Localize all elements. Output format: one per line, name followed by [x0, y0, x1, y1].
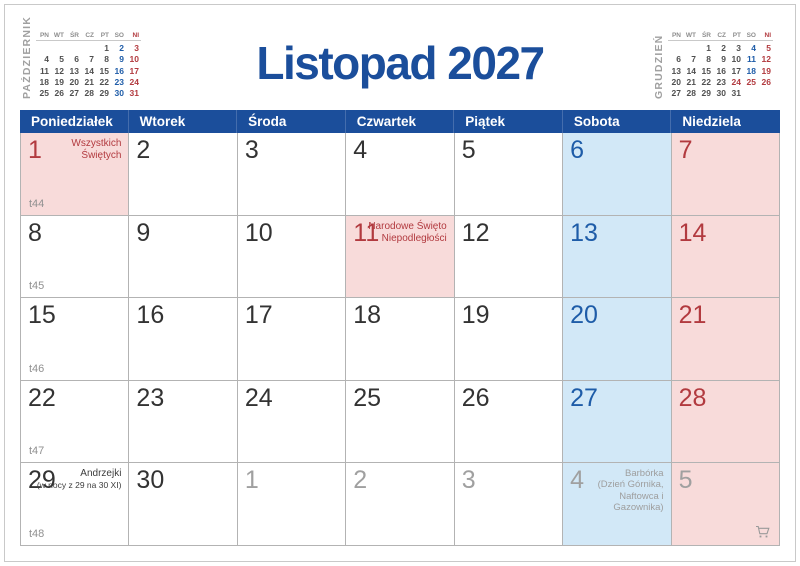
day-number: 12 [461, 218, 490, 247]
mini-day: 25 [39, 88, 49, 99]
mini-day: 4 [751, 42, 756, 53]
mini-day: 11 [40, 65, 49, 76]
day-number: 24 [244, 383, 273, 412]
mini-day: 14 [84, 65, 94, 76]
mini-day: 13 [671, 65, 681, 76]
day-cell [455, 216, 563, 299]
weekday-header-row [20, 110, 780, 133]
day-number: 18 [353, 301, 382, 329]
day-cell [346, 381, 454, 464]
weekday-header-tuesday: Wtorek [129, 110, 238, 133]
day-number: 4 [570, 466, 585, 494]
day-cell [238, 463, 346, 546]
mini-day: 17 [731, 65, 741, 76]
day-cell [21, 381, 129, 464]
page-title: Listopad 2027 [256, 37, 544, 89]
mini-day: 25 [746, 76, 756, 87]
week-number: t45 [29, 280, 45, 292]
day-number: 28 [678, 383, 707, 412]
weekday-header-sunday: Niedziela [682, 114, 741, 129]
mini-day: 31 [731, 88, 741, 99]
mini-month-label-october: PAŹDZIERNIK [21, 15, 33, 99]
week-number: t44 [29, 197, 45, 210]
weekday-header-saturday: Sobota [563, 110, 672, 133]
mini-weekday-header: ŚR [698, 32, 713, 41]
mini-weekday-header: NI [126, 32, 141, 41]
mini-day: 12 [761, 54, 771, 65]
day-cell [455, 298, 563, 381]
day-cell [672, 216, 780, 299]
mini-day: 21 [686, 76, 696, 87]
mini-day: 20 [671, 76, 681, 87]
day-cell [346, 298, 454, 381]
weekday-header-friday: Piątek [454, 110, 563, 133]
day-number: 25 [353, 383, 382, 412]
day-number: 9 [136, 218, 151, 247]
day-cell [21, 298, 129, 381]
mini-day: 30 [716, 88, 726, 99]
mini-calendar-grid-december [668, 31, 773, 99]
mini-weekday-header: PT [728, 32, 743, 41]
mini-day: 21 [84, 76, 94, 87]
mini-day: 28 [686, 88, 696, 99]
day-number: 7 [678, 136, 693, 164]
day-note: Barbórka (Dzień Górnika, Naftowca i Gazownika) [597, 468, 664, 514]
mini-day: 9 [721, 54, 726, 65]
day-cell [129, 463, 237, 546]
mini-weekday-header: CZ [81, 32, 96, 41]
mini-day: 19 [761, 65, 771, 76]
mini-day: 6 [74, 54, 79, 65]
mini-day: 27 [69, 88, 79, 99]
day-number: 15 [28, 301, 56, 329]
day-cell [455, 463, 563, 546]
mini-day: 5 [766, 42, 771, 53]
day-number: 2 [136, 136, 151, 164]
shopping-cart-icon[interactable] [755, 525, 771, 539]
mini-day: 10 [129, 54, 139, 65]
day-cell [129, 381, 237, 464]
weekday-header-monday: Poniedziałek [20, 110, 129, 133]
holiday-label: Narodowe Święto Niepodległości [368, 220, 447, 244]
day-cell [563, 463, 671, 546]
mini-day: 28 [84, 88, 94, 99]
day-number: 27 [570, 383, 598, 412]
mini-month-label-december: GRUDZIEŃ [653, 34, 665, 99]
day-cell [129, 216, 237, 299]
day-number: 30 [136, 466, 165, 494]
mini-weekday-header: SO [743, 32, 758, 41]
day-number: 5 [461, 136, 476, 164]
mini-weekday-header: NI [758, 32, 773, 41]
weekday-header-thursday: Czwartek [346, 110, 455, 133]
day-cell [238, 216, 346, 299]
mini-day: 16 [114, 65, 124, 76]
day-cell [238, 381, 346, 464]
day-cell [672, 298, 780, 381]
day-number: 8 [28, 218, 42, 247]
mini-day: 18 [39, 76, 49, 87]
day-cell [455, 381, 563, 464]
mini-day: 11 [747, 54, 756, 65]
day-cell [238, 298, 346, 381]
mini-day: 26 [54, 88, 64, 99]
day-number: 5 [678, 466, 693, 494]
mini-day: 23 [716, 76, 726, 87]
day-cell [21, 133, 129, 216]
mini-day: 5 [59, 54, 64, 65]
mini-weekday-header: PN [36, 32, 51, 41]
mini-day: 7 [89, 54, 94, 65]
mini-day: 31 [129, 88, 139, 99]
day-number: 3 [244, 136, 259, 164]
day-number: 13 [570, 218, 598, 247]
mini-weekday-header: WT [683, 32, 698, 41]
mini-day: 18 [746, 65, 756, 76]
mini-day: 3 [134, 42, 139, 53]
mini-day: 15 [99, 65, 109, 76]
mini-weekday-header: SO [111, 32, 126, 41]
day-number: 22 [28, 383, 56, 412]
mini-day: 13 [69, 65, 79, 76]
mini-day: 24 [129, 76, 139, 87]
day-cell [672, 463, 780, 546]
day-cell [129, 133, 237, 216]
mini-day: 30 [114, 88, 124, 99]
day-number: 29 [28, 466, 56, 494]
mini-day: 29 [701, 88, 711, 99]
week-number: t48 [29, 527, 45, 540]
day-cell [346, 463, 454, 546]
mini-day: 9 [119, 54, 124, 65]
day-number: 21 [678, 301, 707, 329]
mini-day: 29 [99, 88, 109, 99]
day-number: 1 [28, 136, 42, 164]
mini-day: 15 [701, 65, 711, 76]
mini-weekday-header: PT [96, 32, 111, 41]
day-number: 10 [244, 218, 273, 247]
mini-day: 10 [731, 54, 741, 65]
day-number: 6 [570, 136, 585, 164]
weekday-header-wednesday: Środa [237, 110, 346, 133]
mini-day: 7 [691, 54, 696, 65]
mini-day: 22 [99, 76, 109, 87]
mini-weekday-header: PN [668, 32, 683, 41]
main-calendar [20, 110, 780, 546]
mini-day: 17 [129, 65, 139, 76]
mini-day: 26 [761, 76, 771, 87]
day-number: 17 [244, 301, 273, 329]
mini-day: 3 [736, 42, 741, 53]
holiday-label: Wszystkich Świętych [71, 138, 122, 161]
day-cell [238, 133, 346, 216]
mini-day: 1 [104, 42, 109, 53]
day-number: 16 [136, 301, 165, 329]
day-cell [563, 133, 671, 216]
day-number: 14 [678, 218, 707, 247]
day-cell [21, 216, 129, 299]
day-number: 19 [461, 301, 490, 329]
day-number: 23 [136, 383, 165, 412]
day-cell [455, 133, 563, 216]
day-number: 4 [353, 136, 368, 164]
mini-day: 23 [114, 76, 124, 87]
mini-day: 27 [671, 88, 681, 99]
day-cell [563, 298, 671, 381]
mini-day: 14 [686, 65, 696, 76]
mini-day: 24 [731, 76, 741, 87]
week-number: t46 [29, 362, 45, 375]
day-number: 20 [570, 301, 598, 329]
day-cell [563, 381, 671, 464]
mini-day: 1 [706, 42, 711, 53]
mini-day: 12 [54, 65, 64, 76]
mini-day: 20 [69, 76, 79, 87]
week-number: t47 [29, 445, 45, 457]
mini-day: 22 [701, 76, 711, 87]
mini-day: 8 [104, 54, 109, 65]
day-cell [346, 216, 454, 299]
day-number: 2 [353, 466, 368, 494]
mini-day: 16 [716, 65, 726, 76]
day-number: 3 [461, 466, 476, 494]
mini-weekday-header: CZ [713, 32, 728, 41]
day-number: 11 [353, 218, 380, 247]
mini-weekday-header: ŚR [66, 32, 81, 41]
day-cell [21, 463, 129, 546]
mini-day: 4 [44, 54, 49, 65]
day-cell [129, 298, 237, 381]
mini-day: 19 [54, 76, 64, 87]
day-number: 26 [461, 383, 490, 412]
day-cell [672, 381, 780, 464]
mini-day: 2 [119, 42, 124, 53]
day-cell [563, 216, 671, 299]
day-cell [672, 133, 780, 216]
mini-day: 6 [676, 54, 681, 65]
mini-day: 2 [721, 42, 726, 53]
mini-day: 8 [706, 54, 711, 65]
mini-weekday-header: WT [51, 32, 66, 41]
day-note: Andrzejki (w nocy z 29 na 30 XI) [36, 468, 122, 490]
calendar-grid [20, 133, 780, 546]
day-number: 1 [244, 466, 259, 494]
day-cell [346, 133, 454, 216]
mini-calendar-december [653, 13, 773, 99]
